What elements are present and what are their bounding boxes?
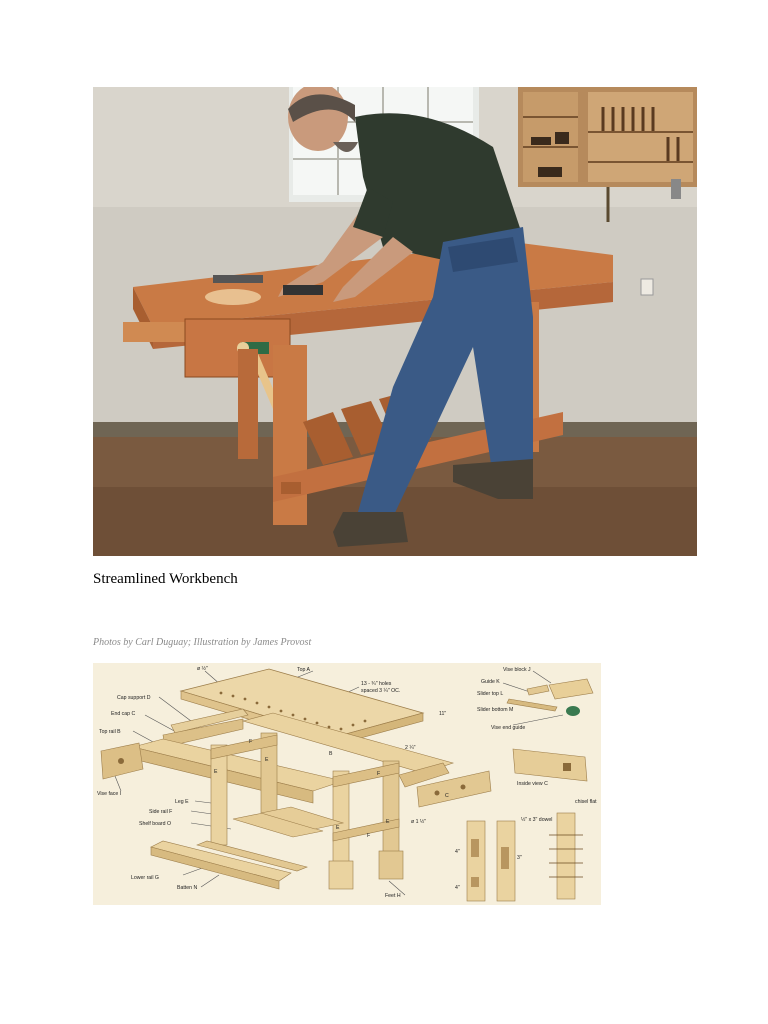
label-shelf-board: Shelf board O — [139, 821, 172, 827]
label-part-b: B — [329, 751, 333, 757]
label-part-e-3: E — [336, 825, 340, 831]
label-vise-end-guide: Vise end guide — [491, 725, 526, 731]
label-part-e-1: E — [265, 757, 269, 763]
workbench-exploded-diagram — [93, 663, 601, 905]
label-top-rail: Top rail B — [99, 729, 121, 735]
label-batten: Batten N — [177, 885, 198, 891]
label-part-f-2: F — [377, 771, 381, 777]
label-top-a: Top A — [297, 667, 310, 673]
label-dim-4b: 4" — [455, 885, 460, 891]
label-vise-block: Vise block J — [503, 667, 531, 673]
label-cap-support: Cap support D — [117, 695, 151, 701]
workbench-photo — [93, 87, 697, 556]
document-title: Streamlined Workbench — [93, 571, 238, 587]
label-part-e-2: E — [214, 769, 218, 775]
label-vise-face: Vise face I — [97, 791, 122, 797]
label-part-f-3: F — [367, 833, 371, 839]
photo-credit: Photos by Carl Duguay; Illustration by James Provost — [93, 637, 312, 648]
label-lower-rail: Lower rail G — [131, 875, 159, 881]
label-end-cap: End cap C — [111, 711, 136, 717]
label-guide-k: Guide K — [481, 679, 500, 685]
label-inside-view: Inside view C — [517, 781, 548, 787]
label-slider-top: Slider top L — [477, 691, 504, 697]
label-feet: Feet H — [385, 893, 401, 899]
label-dim-4a: 4" — [455, 849, 460, 855]
label-slider-bottom: Slider bottom M — [477, 707, 514, 713]
label-dowel: ½" x 3" dowel — [521, 817, 553, 823]
label-holes-1: 13 - ¾" holes — [361, 681, 392, 687]
label-dim-11: 11" — [439, 711, 447, 717]
label-dia-1-half: ø 1 ½" — [411, 819, 427, 825]
label-dim-3: 3" — [517, 855, 522, 861]
label-part-f-1: F — [249, 739, 253, 745]
label-chisel-flat: chisel flat — [575, 799, 597, 805]
label-leg: Leg E — [175, 799, 189, 805]
label-part-e-4: E — [386, 819, 390, 825]
label-dia-half: ø ½" — [197, 666, 208, 672]
label-side-rail: Side rail F — [149, 809, 173, 815]
label-dim-2-14: 2 ¼" — [405, 745, 416, 751]
label-holes-2: spaced 3 ¼" OC. — [361, 688, 401, 694]
label-part-c: C — [445, 793, 449, 799]
